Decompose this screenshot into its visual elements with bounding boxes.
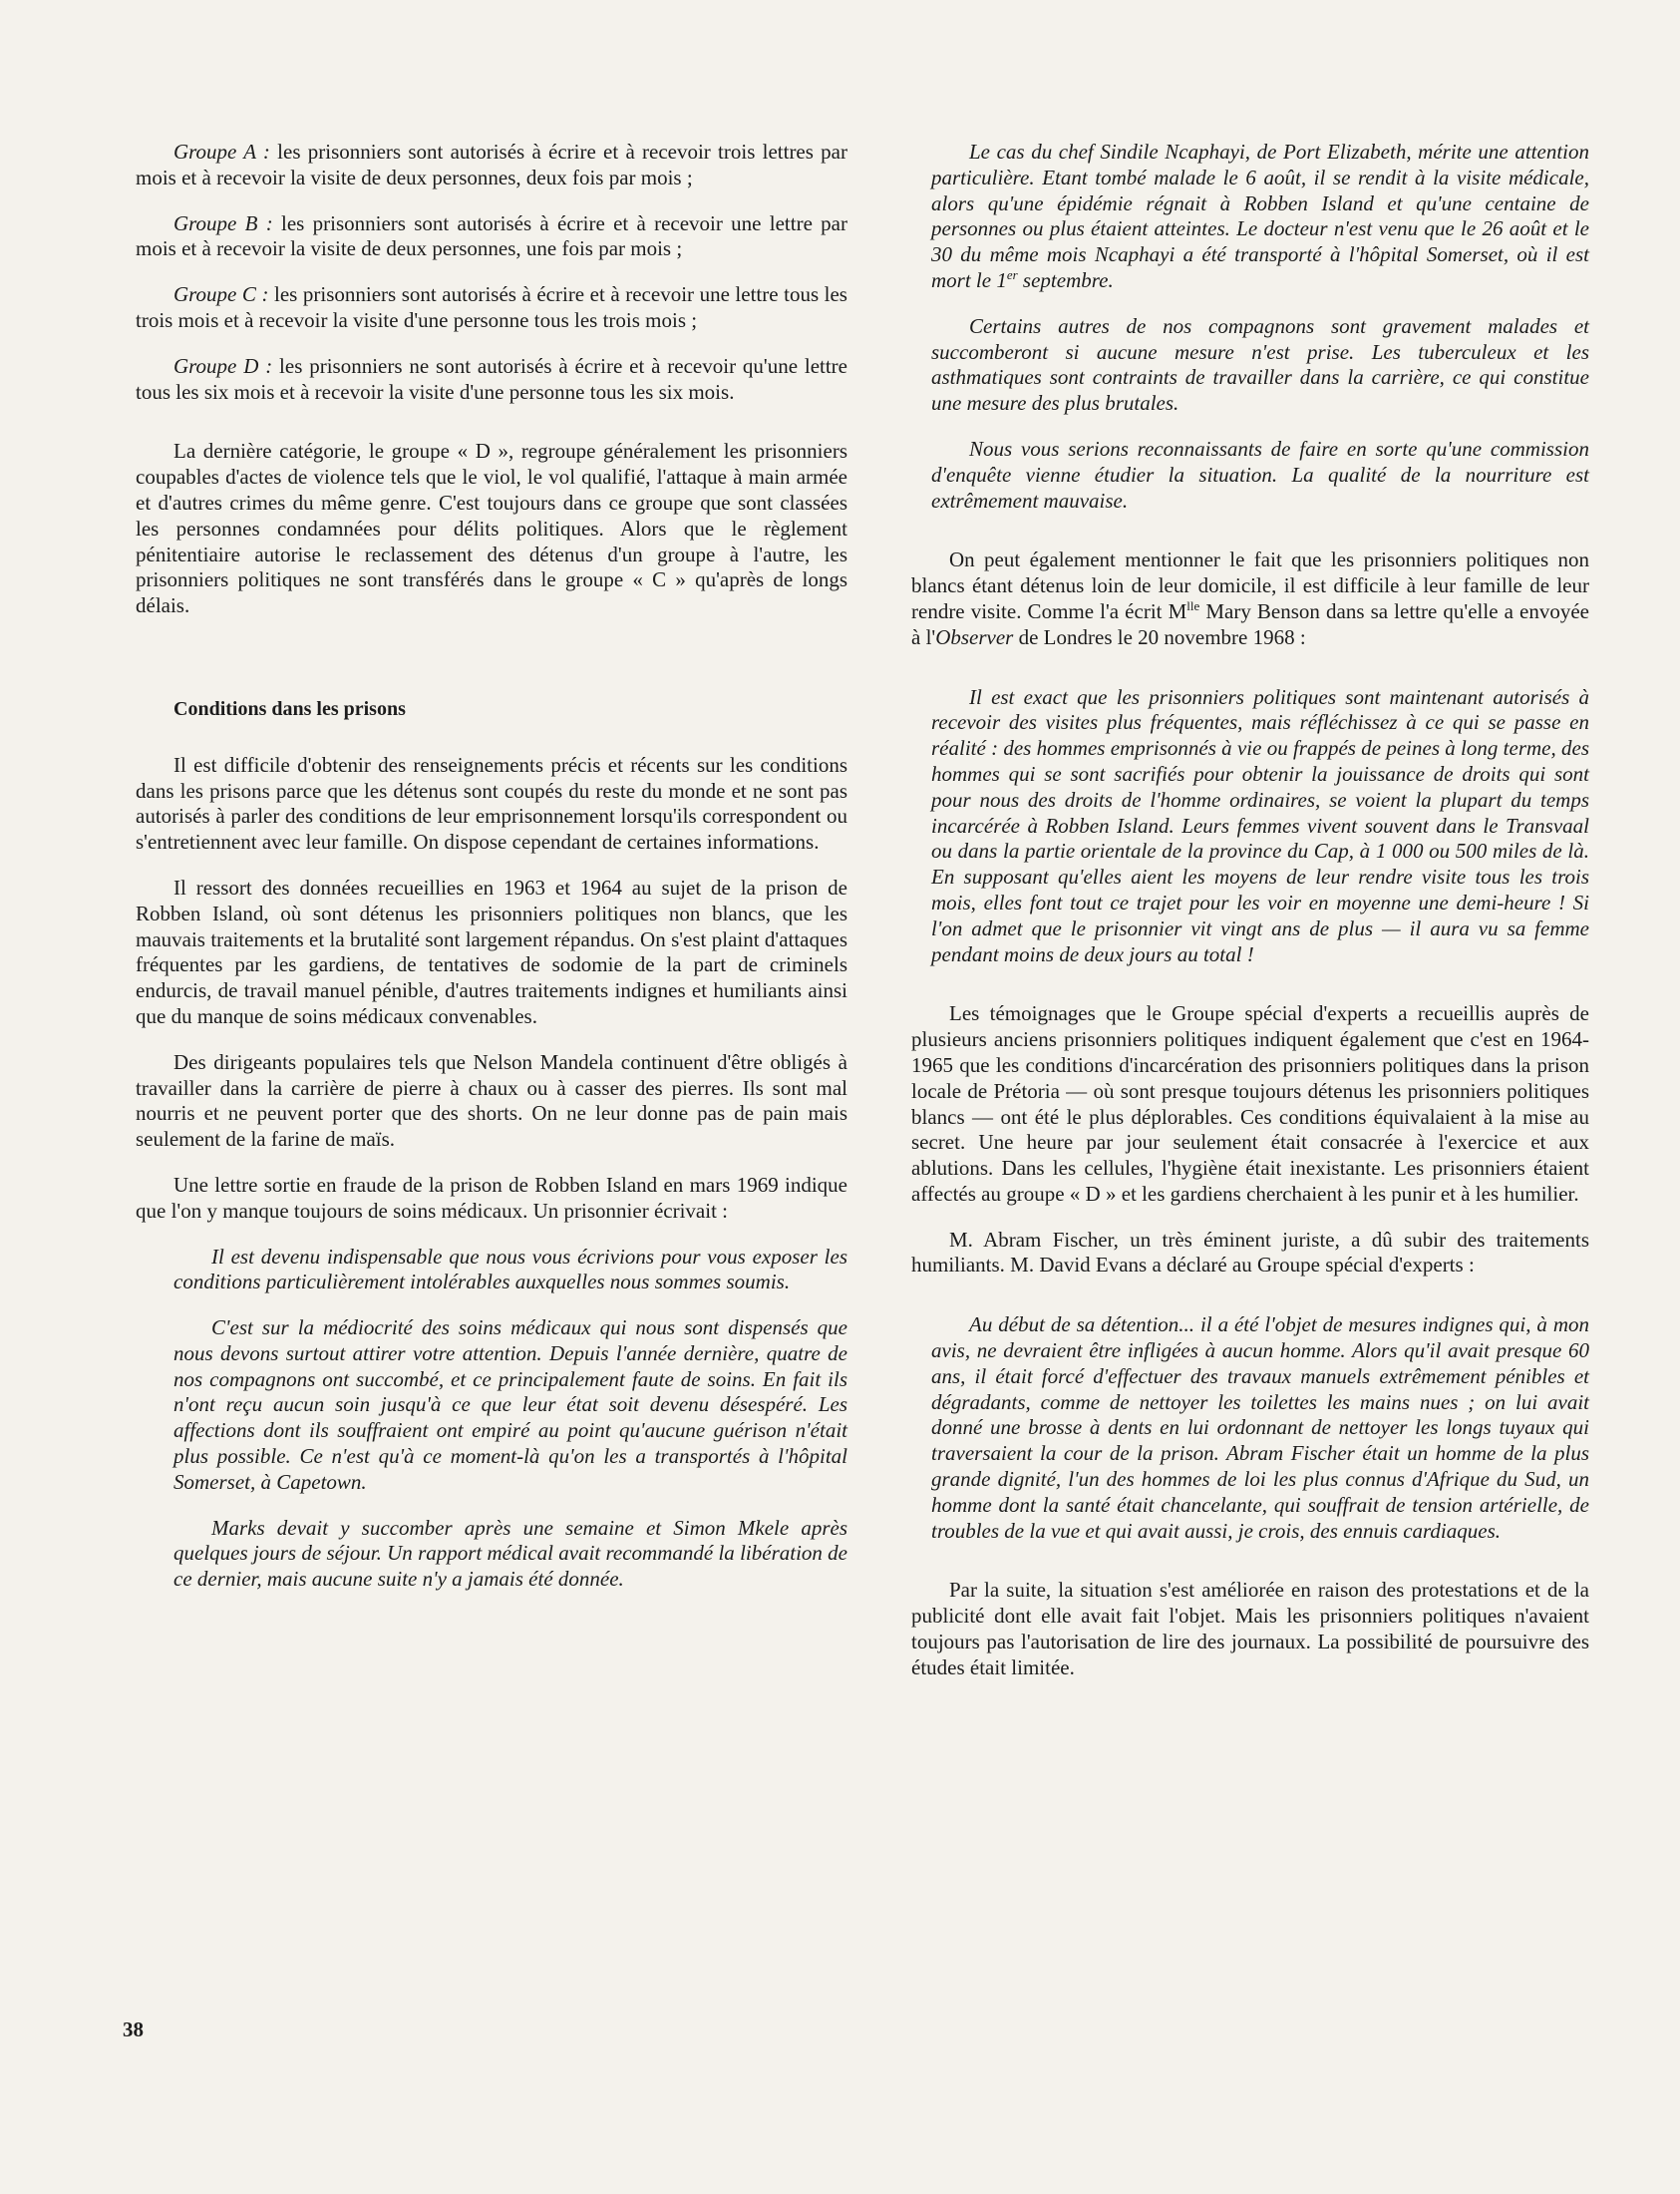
paragraph-fischer: M. Abram Fischer, un très éminent juriste, a dû subir des traitements humiliants. M. David Evans a déclaré au Groupe spécial d'experts : xyxy=(911,1227,1589,1278)
groupe-a-text: les prisonniers sont autorisés à écrire et à recevoir trois lettres par mois et à recevoir la visite de deux personnes, deux fois par mois ; xyxy=(136,140,847,189)
quote-ncaphayi-end: septembre. xyxy=(1017,267,1114,292)
paragraph-lettre: Une lettre sortie en fraude de la prison de Robben Island en mars 1969 indique que l'on y manque toujours de soins médicaux. Un prisonnier écrivait : xyxy=(136,1172,847,1223)
quote-indispensable: Il est devenu indispensable que nous vous écrivions pour vous exposer les conditions particulièrement intolérables auxquelles nous sommes soumis. xyxy=(173,1244,847,1294)
groupe-b-label: Groupe B : xyxy=(173,210,273,235)
groupe-b-text: les prisonniers sont autorisés à écrire et à recevoir une lettre par mois et à recevoir la visite de deux personnes, une fois par mois ; xyxy=(136,210,847,261)
groupe-d-text: les prisonniers ne sont autorisés à écrire et à recevoir qu'une lettre tous les six mois et à recevoir la visite d'une personne tous les six mois. xyxy=(136,353,847,404)
visites-text-2: Mary Benson dans sa lettre qu'elle a envoyée à l' xyxy=(911,598,1589,649)
observer-title: Observer xyxy=(935,624,1014,649)
quote-evans: Au début de sa détention... il a été l'objet de mesures indignes qui, à mon avis, ne devraient être infligées à aucun homme. Alors qu'il avait presque 60 ans, il était forcé d'effectuer des travaux manuels extrêmement pénibles et dégradants, comme de nettoyer les toilettes les mains nues ; on lui avait donné une brosse à dents en lui ordonnant de nettoyer les longs tuyaux qui traversaient la cour de la prison. Abram Fischer était un homme de la plus grande dignité, l'un des hommes de loi les plus connus d'Afrique du Sud, un homme dont la santé était chancelante, qui souffrait de tension artérielle, de troubles de la vue et qui avait aussi, je crois, des ennuis cardiaques. xyxy=(931,1312,1589,1543)
paragraph-robben-island: Il ressort des données recueillies en 1963 et 1964 au sujet de la prison de Robben Island, où sont détenus les prisonniers politiques non blancs, que les mauvais traitements et la brutalité sont largement répandus. On s'est plaint d'attaques fréquentes par les gardiens, de tentatives de sodomie de la part de criminels endurcis, de travail manuel pénible, d'autres traitements indignes et humiliants ainsi que du manque de soins médicaux convenables. xyxy=(136,875,847,1028)
ordinal-superscript: er xyxy=(1006,266,1018,282)
paragraph-temoignages: Les témoignages que le Groupe spécial d'experts a recueillis auprès de plusieurs anciens prisonniers politiques indiquent également que c'est en 1964-1965 que les conditions d'incarcération des prisonniers politiques dans la prison locale de Prétoria — où sont presque toujours détenus les prisonniers politiques blancs — ont été le plus déplorables. Ces conditions équivalaient à la mise au secret. Une heure par jour seulement était consacrée à l'exercice et aux ablutions. Dans les cellules, l'hygiène était inexistante. Les prisonniers étaient affectés au groupe « D » et les gardiens cherchaient à les punir et à les humilier. xyxy=(911,1001,1589,1206)
quote-benson: Il est exact que les prisonniers politiques sont maintenant autorisés à recevoir des visites plus fréquentes, mais réfléchissez à ce qui se passe en réalité : des hommes emprisonnés à vie ou frappés de peines à long terme, des hommes qui se sont sacrifiés pour obtenir la jouissance de droits qui sont pour nous des droits de l'homme ordinaires, se voient la plupart du temps incarcérée à Robben Island. Leurs femmes vivent souvent dans le Transvaal ou dans la partie orientale de la province du Cap, à 1 000 ou 500 miles de là. En supposant qu'elles aient les moyens de leur rendre visite tous les trois mois, elles font tout ce trajet pour les voir en moyenne une demi-heure ! Si l'on admet que le prisonnier vit vingt ans de plus — il aura vu sa femme pendant moins de deux jours au total ! xyxy=(931,684,1589,966)
visites-text: On peut également mentionner le fait que les prisonniers politiques non blancs étant détenus loin de leur domicile, il est difficile à leur famille de leur rendre visite. Comme l'a écrit M xyxy=(911,548,1589,623)
groupe-c-label: Groupe C : xyxy=(173,282,269,307)
left-column xyxy=(136,140,847,1593)
groupe-a-label: Groupe A : xyxy=(173,140,270,164)
quote-ncaphayi-text: Le cas du chef Sindile Ncaphayi, de Port Elizabeth, mérite une attention particulière. Etant tombé malade le 6 août, il se rendit à la visite médicale, alors qu'une épidémie régnait à Robben Island et qu'une centaine de personnes ou plus étaient atteintes. Le docteur n'est venu que le 26 août et le 30 du même mois Ncaphayi a été transporté à l'hôpital Somerset, où il est mort le 1 xyxy=(931,140,1589,292)
paragraph-visites xyxy=(911,548,1589,650)
groupe-d-label: Groupe D : xyxy=(173,353,273,378)
paragraph-suite: Par la suite, la situation s'est améliorée en raison des protestations et de la publicité dont elle avait fait l'objet. Mais les prisonniers politiques n'avaient toujours pas l'autorisation de lire des journaux. La possibilité de poursuivre des études était limitée. xyxy=(911,1578,1589,1679)
paragraph-groupe-b xyxy=(136,211,847,263)
quote-soins-medicaux: C'est sur la médiocrité des soins médicaux qui nous sont dispensés que nous devons surtout attirer votre attention. Depuis l'année dernière, quatre de nos compagnons ont succombé, et ce principalement faute de soins. En fait ils n'ont reçu aucun soin jusqu'à ce que leur état soit devenu désespéré. Les affections dont ils souffraient ont empiré au point qu'aucune guérison n'était plus possible. Ce n'est qu'à ce moment-là qu'on les a transportés à l'hôpital Somerset, à Capetown. xyxy=(173,1315,847,1494)
quote-commission: Nous vous serions reconnaissants de faire en sorte qu'une commission d'enquête vienne étudier la situation. La qualité de la nourriture est extrêmement mauvaise. xyxy=(931,436,1589,513)
paragraph-groupe-d xyxy=(136,354,847,406)
groupe-c-text: les prisonniers sont autorisés à écrire et à recevoir une lettre tous les trois mois et à recevoir la visite d'une personne tous les trois mois ; xyxy=(136,282,847,332)
paragraph-renseignements: Il est difficile d'obtenir des renseignements précis et récents sur les conditions dans les prisons parce que les détenus sont coupés du reste du monde et ne sont pas autorisés à parler des conditions de leur emprisonnement lorsqu'ils correspondent ou s'entretiennent avec leur famille. On dispose cependant de certaines informations. xyxy=(136,752,847,855)
paragraph-groupe-a xyxy=(136,140,847,191)
paragraph-mandela: Des dirigeants populaires tels que Nelson Mandela continuent d'être obligés à travailler dans la carrière de pierre à chaux ou à casser des pierres. Ils sont mal nourris et ne peuvent porter que des shorts. On ne leur donne pas de pain mais seulement de la farine de maïs. xyxy=(136,1049,847,1152)
quote-marks: Marks devait y succomber après une semaine et Simon Mkele après quelques jours de séjour. Un rapport médical avait recommandé la libération de ce dernier, mais aucune suite n'y a jamais été donnée. xyxy=(173,1515,847,1592)
paragraph-categorie: La dernière catégorie, le groupe « D », regroupe généralement les prisonniers coupables d'actes de violence tels que le viol, le vol qualifié, l'attaque à main armée et d'autres crimes du même genre. C'est toujours dans ce groupe que sont classées les personnes condamnées pour délits politiques. Alors que le règlement pénitentiaire autorise le reclassement des détenus d'un groupe à l'autre, les prisonniers politiques ne sont transférés dans le groupe « C » qu'après de longs délais. xyxy=(136,439,847,618)
page-number: 38 xyxy=(123,2017,144,2041)
visites-text-3: de Londres le 20 novembre 1968 : xyxy=(1013,624,1306,649)
quote-malades: Certains autres de nos compagnons sont gravement malades et succomberont si aucune mesure n'est prise. Les tuberculeux et les asthmatiques sont contraints de travailler dans la carrière, ce qui constitue une mesure des plus brutales. xyxy=(931,313,1589,416)
quote-ncaphayi xyxy=(911,140,1589,294)
paragraph-groupe-c xyxy=(136,282,847,334)
title-superscript: lle xyxy=(1186,597,1200,613)
right-column xyxy=(911,140,1589,1681)
section-heading: Conditions dans les prisons xyxy=(173,697,406,720)
